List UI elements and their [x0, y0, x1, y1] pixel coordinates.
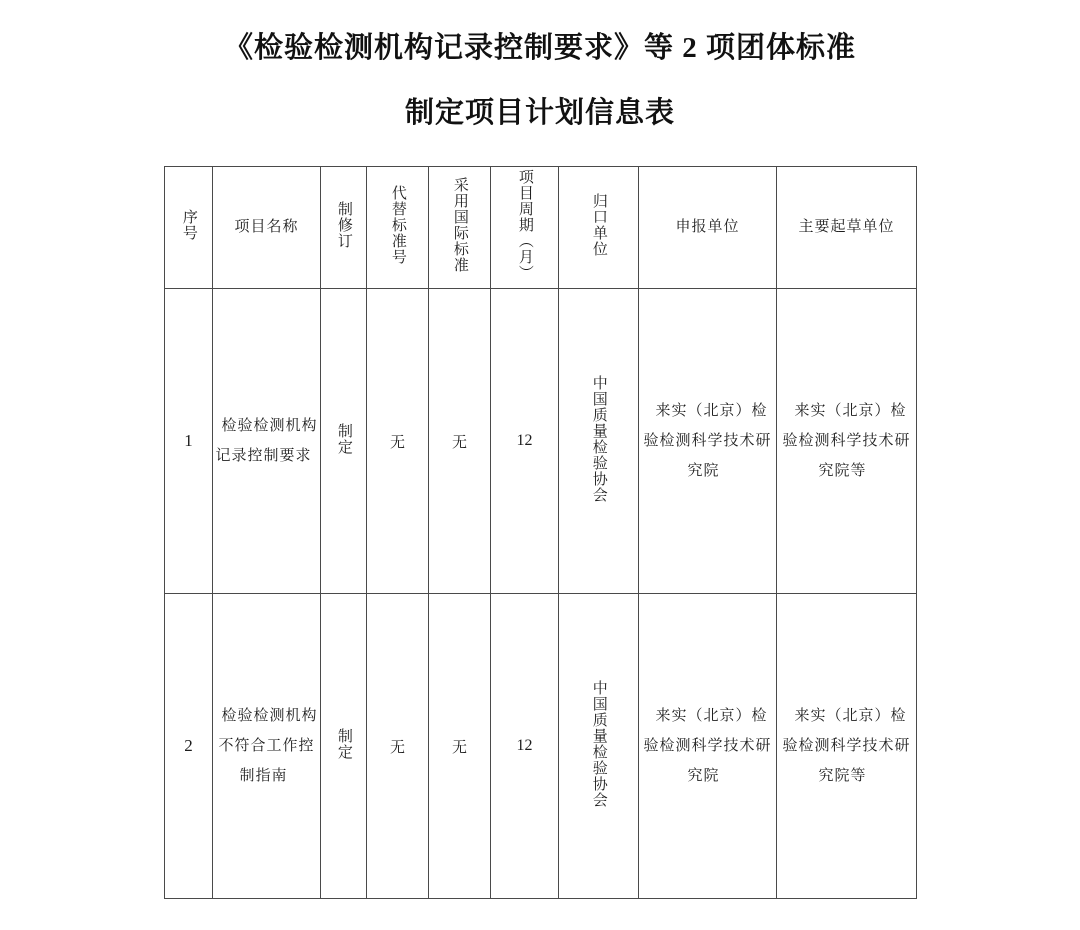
column-header-project-period-label: 项目周期（月）	[516, 169, 533, 281]
cell-applying-unit-text: 来实（北京）检验检测科学技术研究院	[643, 403, 772, 479]
table-header-row	[165, 167, 917, 289]
page-title-line-1: 《检验检测机构记录控制要求》等 2 项团体标准	[223, 32, 856, 64]
cell-main-drafting-unit	[777, 594, 917, 899]
column-header-applying-unit	[639, 167, 777, 289]
cell-project-name-text: 检验检测机构记录控制要求	[215, 418, 318, 464]
cell-project-period: 12	[491, 289, 559, 594]
cell-owner-unit	[559, 594, 639, 899]
column-header-revision-type-label: 制修订	[335, 201, 352, 249]
cell-adopted-international: 无	[429, 594, 491, 899]
column-header-replaced-standard-no	[367, 167, 429, 289]
column-header-revision-type	[321, 167, 367, 289]
column-header-owner-unit	[559, 167, 639, 289]
page-title-line-2: 制定项目计划信息表	[404, 97, 675, 129]
column-header-no	[165, 167, 213, 289]
cell-project-period: 12	[491, 594, 559, 899]
column-header-main-drafting-unit-label: 主要起草单位	[798, 219, 895, 235]
cell-revision-type	[321, 289, 367, 594]
cell-applying-unit-text: 来实（北京）检验检测科学技术研究院	[643, 708, 772, 784]
cell-owner-unit	[559, 289, 639, 594]
cell-project-name	[213, 594, 321, 899]
column-header-project-name	[213, 167, 321, 289]
column-header-applying-unit-label: 申报单位	[675, 219, 740, 235]
column-header-project-period	[491, 167, 559, 289]
cell-applying-unit	[639, 594, 777, 899]
column-header-owner-unit-label: 归口单位	[590, 193, 607, 257]
project-plan-table	[164, 166, 917, 899]
project-plan-table-wrapper	[164, 166, 916, 899]
cell-revision-type-text: 制定	[335, 422, 352, 455]
cell-owner-unit-text: 中国质量检验协会	[590, 374, 607, 503]
column-header-main-drafting-unit	[777, 167, 917, 289]
cell-no: 2	[165, 594, 213, 899]
table-row	[165, 594, 917, 899]
cell-main-drafting-unit	[777, 289, 917, 594]
column-header-replaced-standard-no-label: 代替标准号	[389, 185, 406, 265]
cell-project-name-text: 检验检测机构不符合工作控制指南	[218, 708, 318, 784]
table-header	[165, 167, 917, 289]
column-header-project-name-label: 项目名称	[234, 219, 299, 235]
cell-replaced-standard-no: 无	[367, 289, 429, 594]
cell-revision-type-text: 制定	[335, 727, 352, 760]
cell-no: 1	[165, 289, 213, 594]
column-header-adopted-international	[429, 167, 491, 289]
table-row	[165, 289, 917, 594]
cell-main-drafting-unit-text: 来实（北京）检验检测科学技术研究院等	[782, 708, 911, 784]
cell-adopted-international: 无	[429, 289, 491, 594]
column-header-adopted-international-label: 采用国际标准	[451, 177, 468, 273]
cell-project-name	[213, 289, 321, 594]
cell-main-drafting-unit-text: 来实（北京）检验检测科学技术研究院等	[782, 403, 911, 479]
column-header-no-label: 序号	[180, 209, 197, 241]
cell-replaced-standard-no: 无	[367, 594, 429, 899]
cell-owner-unit-text: 中国质量检验协会	[590, 679, 607, 808]
cell-revision-type	[321, 594, 367, 899]
table-body	[165, 289, 917, 899]
cell-applying-unit	[639, 289, 777, 594]
